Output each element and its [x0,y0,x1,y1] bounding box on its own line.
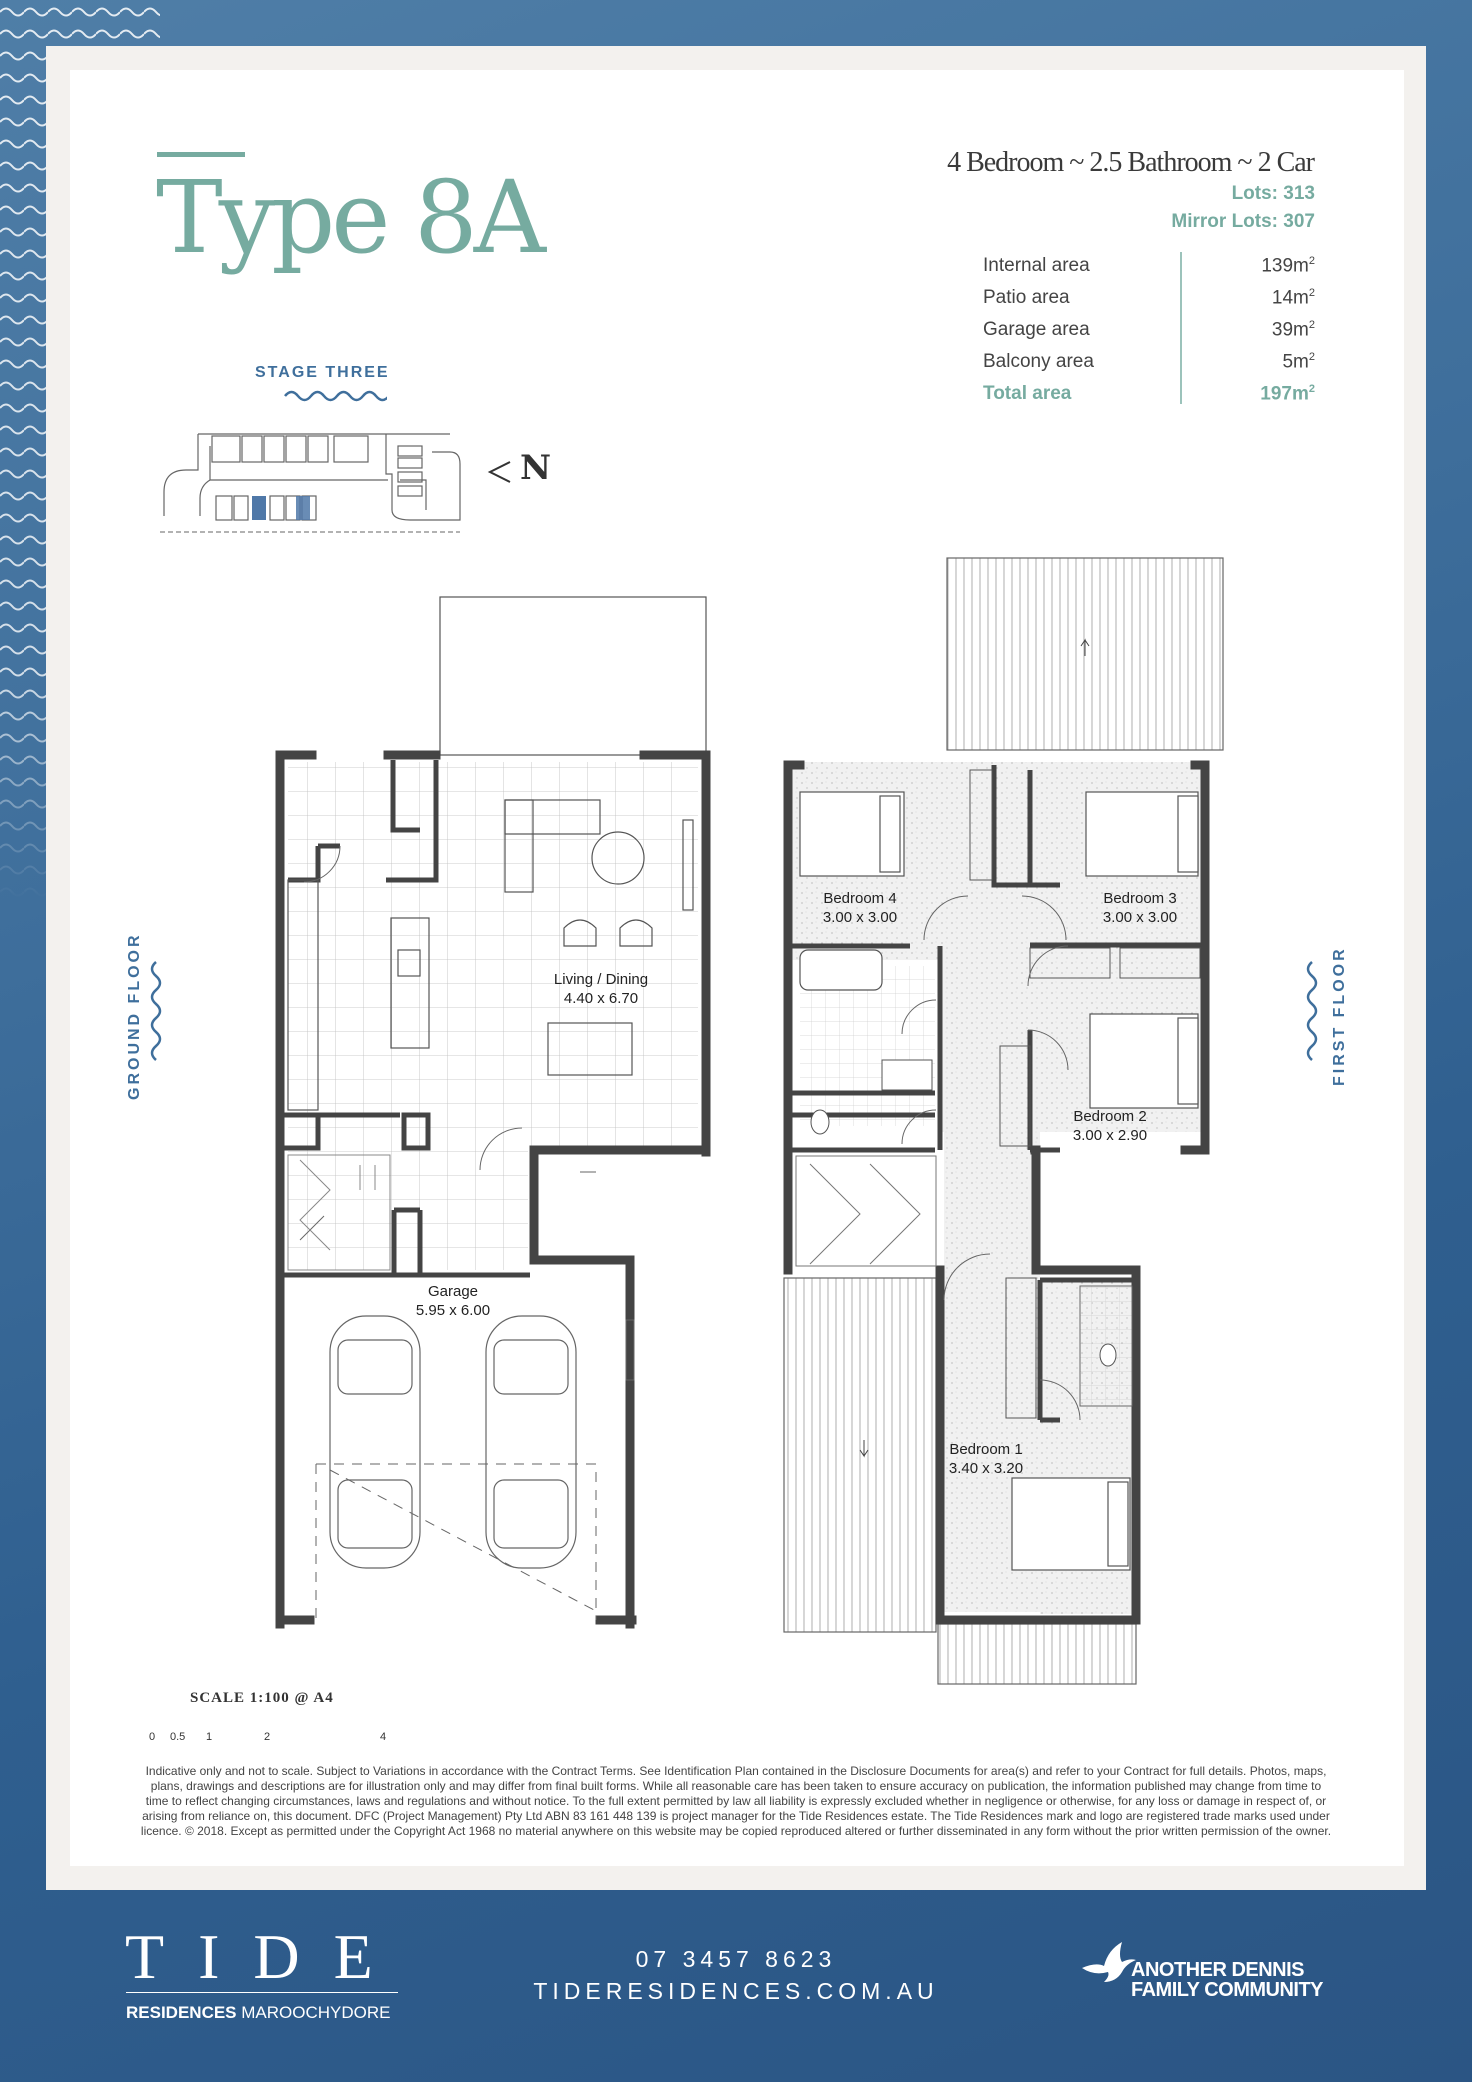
room-label-bedroom-1: Bedroom 1 3.40 x 3.20 [948,1441,1024,1477]
room-label-garage: Garage 5.95 x 6.00 [415,1283,491,1319]
scale-tick: 0 [149,1731,156,1743]
room-label-bedroom-2: Bedroom 2 3.00 x 2.90 [1072,1108,1148,1144]
room-label-bedroom-3: Bedroom 3 3.00 x 3.00 [1102,890,1178,926]
room-label-living: Living / Dining 4.40 x 6.70 [553,971,649,1007]
partner-logo-text: ANOTHER DENNIS FAMILY COMMUNITY [1131,1959,1324,2001]
spec-headline: 4 Bedroom ~ 2.5 Bathroom ~ 2 Car [947,147,1314,178]
ground-floor-plan [280,597,706,1624]
area-label: Garage area [983,319,1090,340]
scale-tick: 2 [264,1731,271,1743]
first-floor-label: FIRST FLOOR [1331,946,1348,1086]
stage-label: STAGE THREE [255,364,390,381]
area-label: Internal area [983,255,1090,276]
area-value: $14m^2$ [1271,287,1315,309]
area-value: $39m^2$ [1271,319,1315,341]
brand-subtitle: RESIDENCES MAROOCHYDORE [126,2003,391,2022]
scale-tick: 1 [206,1731,213,1743]
area-label: Balcony area [983,351,1094,372]
north-label: N [520,448,552,488]
ground-floor-label: GROUND FLOOR [126,932,143,1100]
bird-logo-icon [1078,1938,1138,1988]
area-label: Total area [983,383,1072,404]
disclaimer-text: Indicative only and not to scale. Subject to Variations in accordance with the Contract Terms. See Identification Plan contained in the Disclosure Documents for area(s) and refer to your Contract for full details. Photos, maps, plans, drawings and descriptions are for illustration only and may differ from final built forms. While all reasonable care has been taken to ensure accuracy on publication, the information published may change from time to time to reflect changing circumstances, laws and regulations and without notice. To the full extent permitted by law all liability is expressly excluded whether in negligence or otherwise, for any loss or damage in respect of, or arising from reliance on, this document. DFC (Project Management) Pty Ltd ABN 83 161 448 139 is project manager for the Tide Residences estate. The Tide Residences mark and logo are registered trade marks used under licence. © 2018. Except as permitted under the Copyright Act 1968 no material anywhere on this website may be copied reproduced altered or further disseminated in any form without the prior written permission of the owner. [140,1764,1332,1838]
scale-tick: 0.5 [170,1731,186,1743]
contact-website[interactable]: TIDERESIDENCES.COM.AU [533,1978,939,2004]
area-value: $139m^2$ [1261,255,1315,277]
area-value: $197m^2$ [1260,383,1315,405]
lots-number: Lots: 313 [1231,183,1315,204]
contact-phone[interactable]: 07 3457 8623 [635,1946,837,1972]
page-title: Type 8A [156,159,543,276]
scale-label: SCALE 1:100 @ A4 [190,1690,334,1706]
area-label: Patio area [983,287,1070,308]
brand-logo: TIDE [125,1921,407,1992]
area-value: $5m^2$ [1282,351,1315,373]
scale-tick: 4 [380,1731,387,1743]
mirror-lots-number: Mirror Lots: 307 [1171,211,1315,232]
room-label-bedroom-4: Bedroom 4 3.00 x 3.00 [822,890,898,926]
